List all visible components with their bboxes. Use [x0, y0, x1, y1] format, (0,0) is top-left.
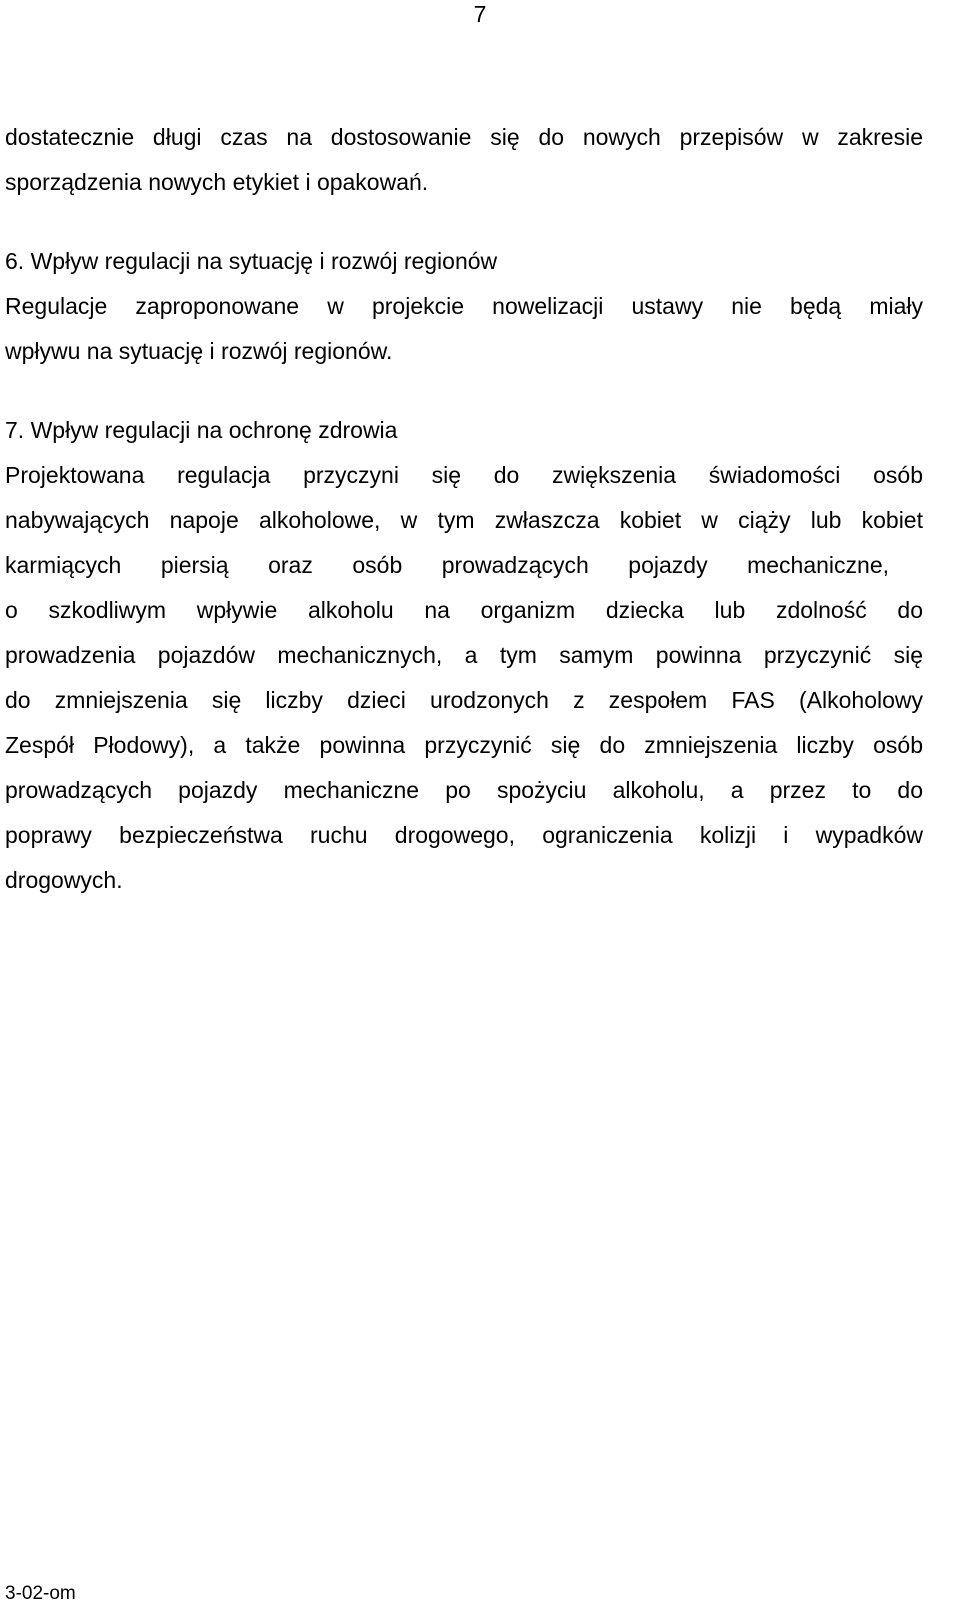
- body-text-line: wpływu na sytuację i rozwój regionów.: [5, 338, 393, 364]
- body-text-line: do zmniejszenia się liczby dzieci urodzonych z zespołem FAS (Alkoholowy: [5, 687, 923, 713]
- body-text-line: poprawy bezpieczeństwa ruchu drogowego, ograniczenia kolizji i wypadków: [5, 822, 923, 848]
- footer-document-code: 3-02-om: [5, 1583, 76, 1604]
- body-text-line: prowadzenia pojazdów mechanicznych, a tym samym powinna przyczynić się: [5, 642, 923, 668]
- body-text-line: Projektowana regulacja przyczyni się do zwiększenia świadomości osób: [5, 462, 923, 488]
- body-text-line: sporządzenia nowych etykiet i opakowań.: [5, 169, 429, 195]
- section-heading: 7. Wpływ regulacji na ochronę zdrowia: [5, 417, 398, 443]
- section-heading: 6. Wpływ regulacji na sytuację i rozwój regionów: [5, 248, 498, 274]
- body-text-line: Regulacje zaproponowane w projekcie nowelizacji ustawy nie będą miały: [5, 293, 923, 319]
- body-text-line: nabywających napoje alkoholowe, w tym zwłaszcza kobiet w ciąży lub kobiet: [5, 507, 923, 533]
- document-body: [5, 115, 923, 903]
- body-text-line: prowadzących pojazdy mechaniczne po spożyciu alkoholu, a przez to do: [5, 777, 923, 803]
- body-text-line: karmiących piersią oraz osób prowadzących pojazdy mechaniczne,: [5, 552, 889, 578]
- body-text-line: drogowych.: [5, 867, 123, 893]
- page-number: 7: [473, 1, 487, 27]
- body-text-line: dostatecznie długi czas na dostosowanie się do nowych przepisów w zakresie: [5, 124, 923, 150]
- body-text-line: o szkodliwym wpływie alkoholu na organizm dziecka lub zdolność do: [5, 597, 923, 623]
- body-text-line: Zespół Płodowy), a także powinna przyczynić się do zmniejszenia liczby osób: [5, 732, 923, 758]
